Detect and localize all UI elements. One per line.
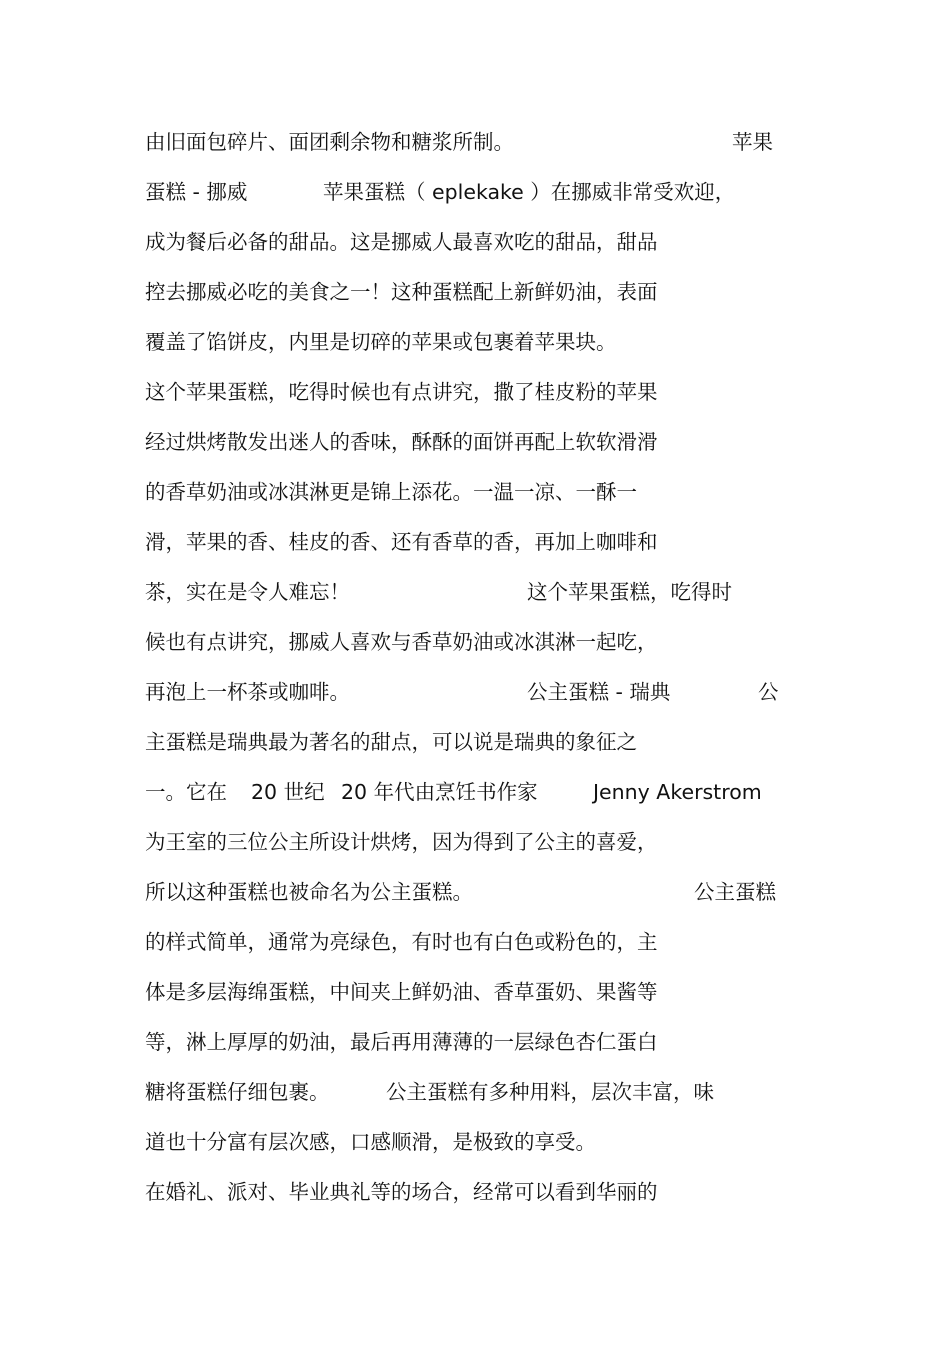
- text-segment: 公: [758, 680, 779, 704]
- text-segment: 这个苹果蛋糕，吃得时: [527, 580, 732, 604]
- text-segment: 茶，实在是令人难忘！: [145, 580, 350, 604]
- text-segment: 在婚礼、派对、毕业典礼等的场合，经常可以看到华丽的: [145, 1180, 658, 1204]
- text-segment: 主蛋糕是瑞典最为著名的甜点，可以说是瑞典的象征之: [145, 730, 637, 754]
- text-line: [145, 927, 805, 957]
- text-line: [145, 1027, 805, 1057]
- text-line: [145, 877, 805, 907]
- text-line: [145, 377, 805, 407]
- text-line: [145, 327, 805, 357]
- text-segment: 由旧面包碎片、面团剩余物和糖浆所制。: [145, 130, 514, 154]
- text-segment: 体是多层海绵蛋糕，中间夹上鲜奶油、香草蛋奶、果酱等: [145, 980, 658, 1004]
- text-segment: 所以这种蛋糕也被命名为公主蛋糕。: [145, 880, 473, 904]
- text-line: [145, 727, 805, 757]
- text-segment: 再泡上一杯茶或咖啡。: [145, 680, 350, 704]
- text-line: [145, 227, 805, 257]
- text-line: [145, 1127, 805, 1157]
- text-line: [145, 127, 805, 157]
- text-segment: 控去挪威必吃的美食之一！这种蛋糕配上新鲜奶油，表面: [145, 280, 658, 304]
- text-line: [145, 977, 805, 1007]
- text-segment: 这个苹果蛋糕，吃得时候也有点讲究，撒了桂皮粉的苹果: [145, 380, 658, 404]
- text-line: [145, 527, 805, 557]
- text-segment: 等，淋上厚厚的奶油，最后再用薄薄的一层绿色杏仁蛋白: [145, 1030, 658, 1054]
- text-segment: 滑，苹果的香、桂皮的香、还有香草的香，再加上咖啡和: [145, 530, 658, 554]
- text-segment: 苹果蛋糕（ eplekake ）在挪威非常受欢迎，: [323, 180, 736, 204]
- text-line: [145, 177, 805, 207]
- text-segment: Jenny Akerstrom: [593, 780, 762, 804]
- text-line: [145, 427, 805, 457]
- text-segment: 道也十分富有层次感，口感顺滑，是极致的享受。: [145, 1130, 596, 1154]
- text-segment: 覆盖了馅饼皮，内里是切碎的苹果或包裹着苹果块。: [145, 330, 617, 354]
- text-segment: 的香草奶油或冰淇淋更是锦上添花。一温一凉、一酥一: [145, 480, 637, 504]
- text-segment: 20 世纪: [251, 780, 325, 804]
- text-segment: 蛋糕 - 挪威: [145, 180, 248, 204]
- text-line: [145, 677, 805, 707]
- text-segment: 苹果: [732, 130, 773, 154]
- text-line: [145, 827, 805, 857]
- text-segment: 一。它在: [145, 780, 227, 804]
- text-segment: 候也有点讲究，挪威人喜欢与香草奶油或冰淇淋一起吃，: [145, 630, 658, 654]
- text-line: [145, 1077, 805, 1107]
- text-line: [145, 627, 805, 657]
- text-segment: 成为餐后必备的甜品。这是挪威人最喜欢吃的甜品，甜品: [145, 230, 658, 254]
- text-line: [145, 477, 805, 507]
- text-segment: 经过烘烤散发出迷人的香味，酥酥的面饼再配上软软滑滑: [145, 430, 658, 454]
- text-segment: 公主蛋糕 - 瑞典: [527, 680, 671, 704]
- text-segment: 20 年代由烹饪书作家: [341, 780, 538, 804]
- text-segment: 的样式简单，通常为亮绿色，有时也有白色或粉色的，主: [145, 930, 658, 954]
- text-segment: 糖将蛋糕仔细包裹。: [145, 1080, 330, 1104]
- text-line: [145, 577, 805, 607]
- text-line: [145, 1177, 805, 1207]
- text-segment: 公主蛋糕有多种用料，层次丰富，味: [386, 1080, 714, 1104]
- text-line: [145, 777, 805, 807]
- text-segment: 为王室的三位公主所设计烘烤，因为得到了公主的喜爱，: [145, 830, 658, 854]
- text-line: [145, 277, 805, 307]
- text-segment: 公主蛋糕: [694, 880, 776, 904]
